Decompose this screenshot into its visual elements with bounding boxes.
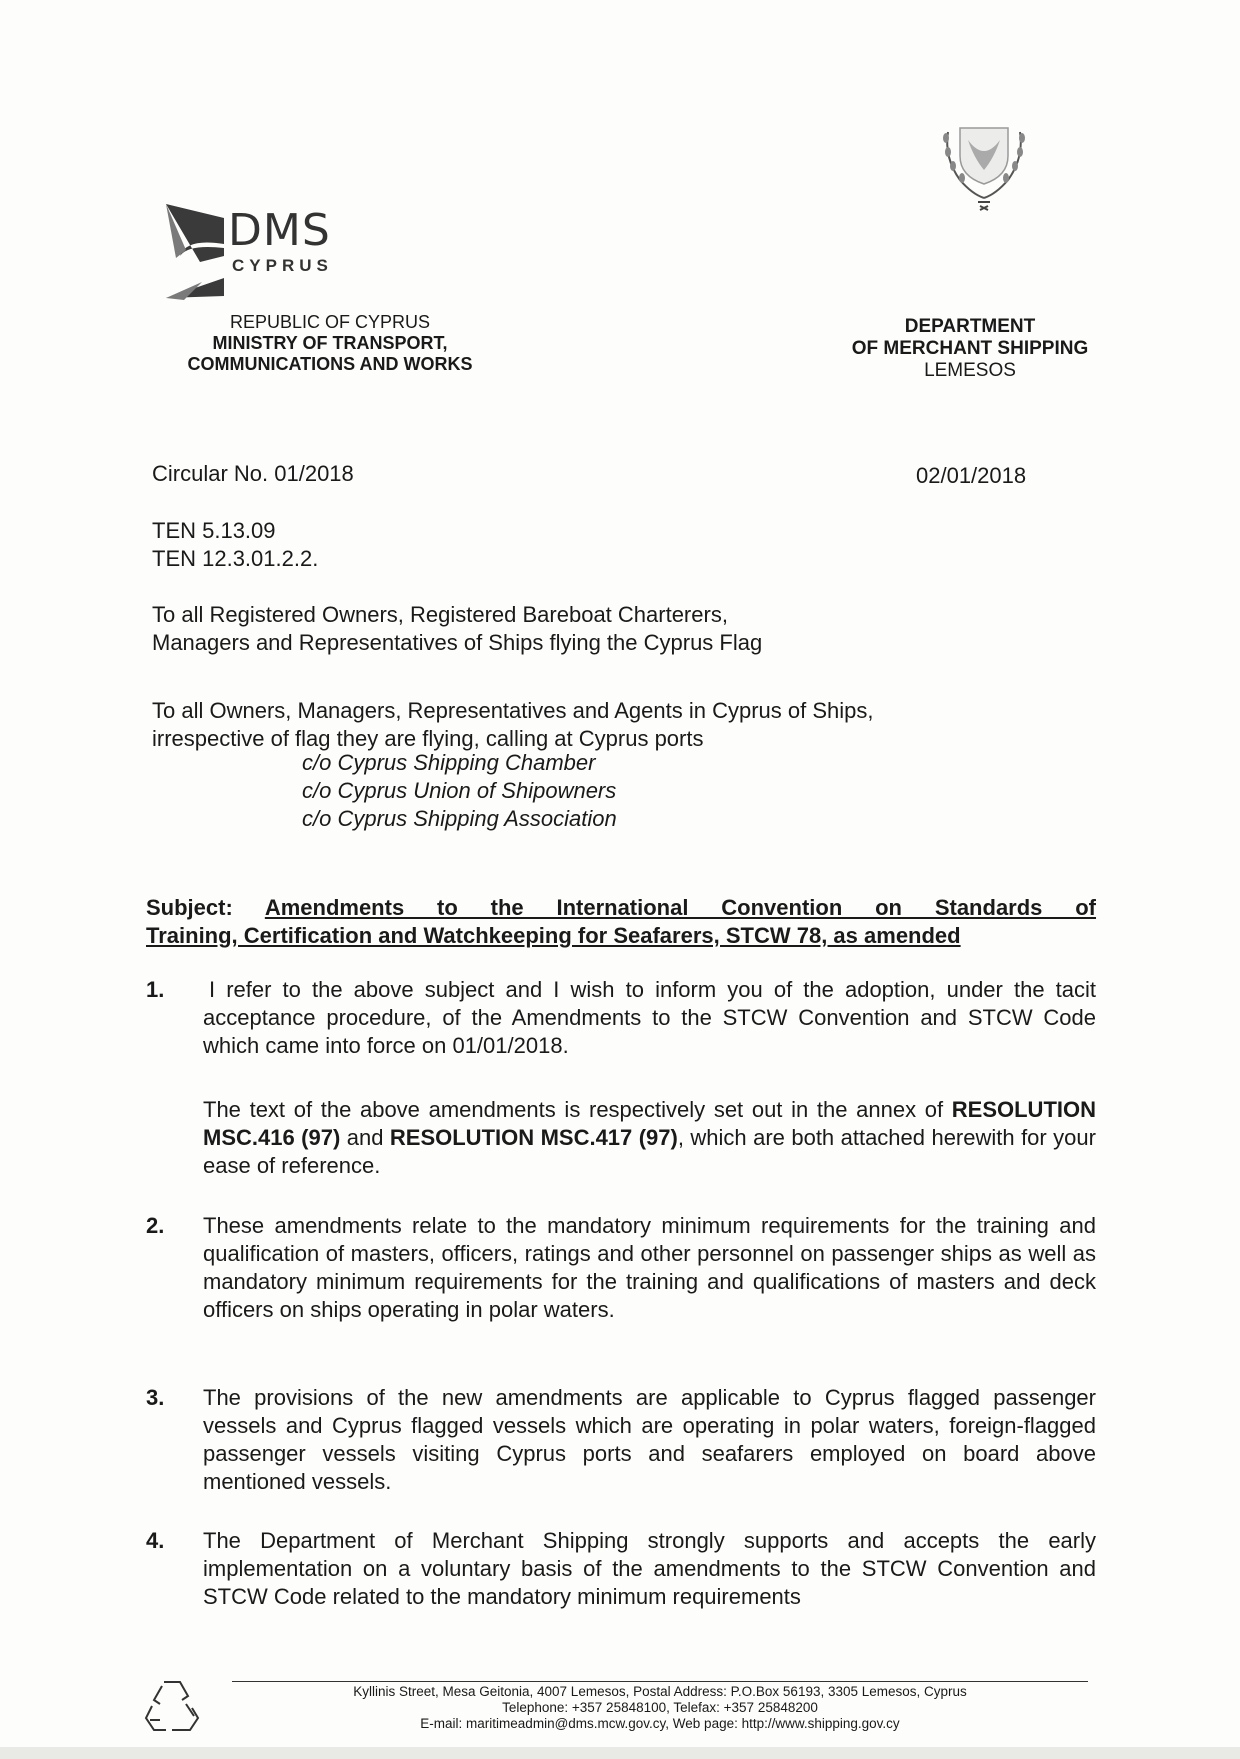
addressee-line: irrespective of flag they are flying, calling at Cyprus ports [152, 726, 704, 751]
care-of-item: c/o Cyprus Shipping Chamber [302, 750, 596, 775]
paragraph-number: 3. [146, 1385, 165, 1410]
circular-date: 02/01/2018 [916, 463, 1027, 488]
footer-contact [220, 1684, 1100, 1732]
reference-item: TEN 12.3.01.2.2. [152, 546, 319, 571]
care-of-item: c/o Cyprus Union of Shipowners [302, 778, 617, 803]
addressees-2 [152, 697, 1052, 753]
paragraph-text: I refer to the above subject and I wish to inform you of the adoption, under the tacit acceptance procedure, of the Amendments to the STCW Convention and STCW Code which came into force on 01/01/2018. [203, 977, 1096, 1058]
ministry-header [150, 312, 510, 375]
paragraph-1 [146, 976, 1096, 1060]
paragraph-number: 2. [146, 1213, 165, 1238]
addressee-line: To all Registered Owners, Registered Bareboat Charterers, [152, 602, 728, 627]
subject-label: Subject: [146, 895, 233, 920]
paragraph-2 [146, 1212, 1096, 1324]
page-edge [0, 1747, 1240, 1759]
subject-line2: Training, Certification and Watchkeeping for Seafarers, STCW 78, as amended [146, 923, 961, 948]
subject [146, 894, 1096, 950]
paragraph-4 [146, 1527, 1096, 1611]
department-line1: DEPARTMENT [904, 316, 1036, 337]
care-of-item: c/o Cyprus Shipping Association [302, 806, 617, 831]
reference-item: TEN 5.13.09 [152, 518, 276, 543]
dms-logo [166, 204, 346, 304]
reference-list [152, 517, 318, 573]
paragraph-text-post: , which are both attached herewith for your ease of reference. [203, 1125, 1096, 1178]
paragraph-text-pre: The text of the above amendments is respectively set out in the annex of [203, 1097, 952, 1122]
department-line2: OF MERCHANT SHIPPING [851, 338, 1089, 359]
care-of-list [302, 749, 617, 833]
paragraph-1b [146, 1096, 1096, 1180]
resolution-msc417: RESOLUTION MSC.417 (97) [389, 1125, 678, 1150]
paragraph-text: These amendments relate to the mandatory minimum requirements for the training and qualification of masters, officers, ratings and other personnel on passenger ships as well as mandatory minimum requirements for the training and qualifications of masters and deck officers on ships operating in polar waters. [203, 1213, 1096, 1322]
department-header [830, 316, 1110, 382]
ministry-line3: COMMUNICATIONS AND WORKS [187, 354, 473, 374]
ministry-line2: MINISTRY OF TRANSPORT, [212, 333, 448, 353]
dms-logo-mark-icon [166, 204, 226, 300]
department-line3: LEMESOS [924, 360, 1016, 381]
addressee-line: Managers and Representatives of Ships flying the Cyprus Flag [152, 630, 763, 655]
dms-logo-sub: CYPRUS [232, 256, 333, 275]
subject-line1: Amendments to the International Convention on Standards of [264, 895, 1097, 920]
ministry-line1: REPUBLIC OF CYPRUS [229, 312, 431, 332]
footer-email: E-mail: maritimeadmin@dms.mcw.gov.cy, Web page: http://www.shipping.gov.cy [420, 1716, 900, 1731]
footer-address: Kyllinis Street, Mesa Geitonia, 4007 Lemesos, Postal Address: P.O.Box 56193, 3305 Lemesos, Cyprus [353, 1684, 967, 1699]
paragraph-number: 1. [146, 977, 165, 1002]
paragraph-number: 4. [146, 1528, 165, 1553]
addressee-line: To all Owners, Managers, Representatives and Agents in Cyprus of Ships, [152, 698, 874, 723]
paragraph-text: The provisions of the new amendments are applicable to Cyprus flagged passenger vessels and Cyprus flagged vessels which are operating in polar waters, foreign-flagged passenger vessels visiting Cyprus ports and seafarers employed on board above mentioned vessels. [203, 1385, 1096, 1494]
paragraph-text-mid: and [340, 1125, 390, 1150]
footer-divider [232, 1681, 1088, 1682]
addressees-1 [152, 601, 1052, 657]
coat-of-arms-icon [938, 118, 1030, 214]
resolution-msc416: RESOLUTION MSC.416 (97) [203, 1097, 1096, 1150]
footer-phone: Telephone: +357 25848100, Telefax: +357 25848200 [502, 1700, 818, 1715]
dms-logo-name: DMS [228, 205, 331, 256]
recycle-icon [142, 1676, 202, 1734]
paragraph-text: The Department of Merchant Shipping strongly supports and accepts the early implementation on a voluntary basis of the amendments to the STCW Convention and STCW Code related to the mandatory minimum requirements [203, 1528, 1096, 1609]
circular-number: Circular No. 01/2018 [152, 461, 354, 486]
paragraph-text [203, 1096, 1096, 1180]
paragraph-3 [146, 1384, 1096, 1496]
